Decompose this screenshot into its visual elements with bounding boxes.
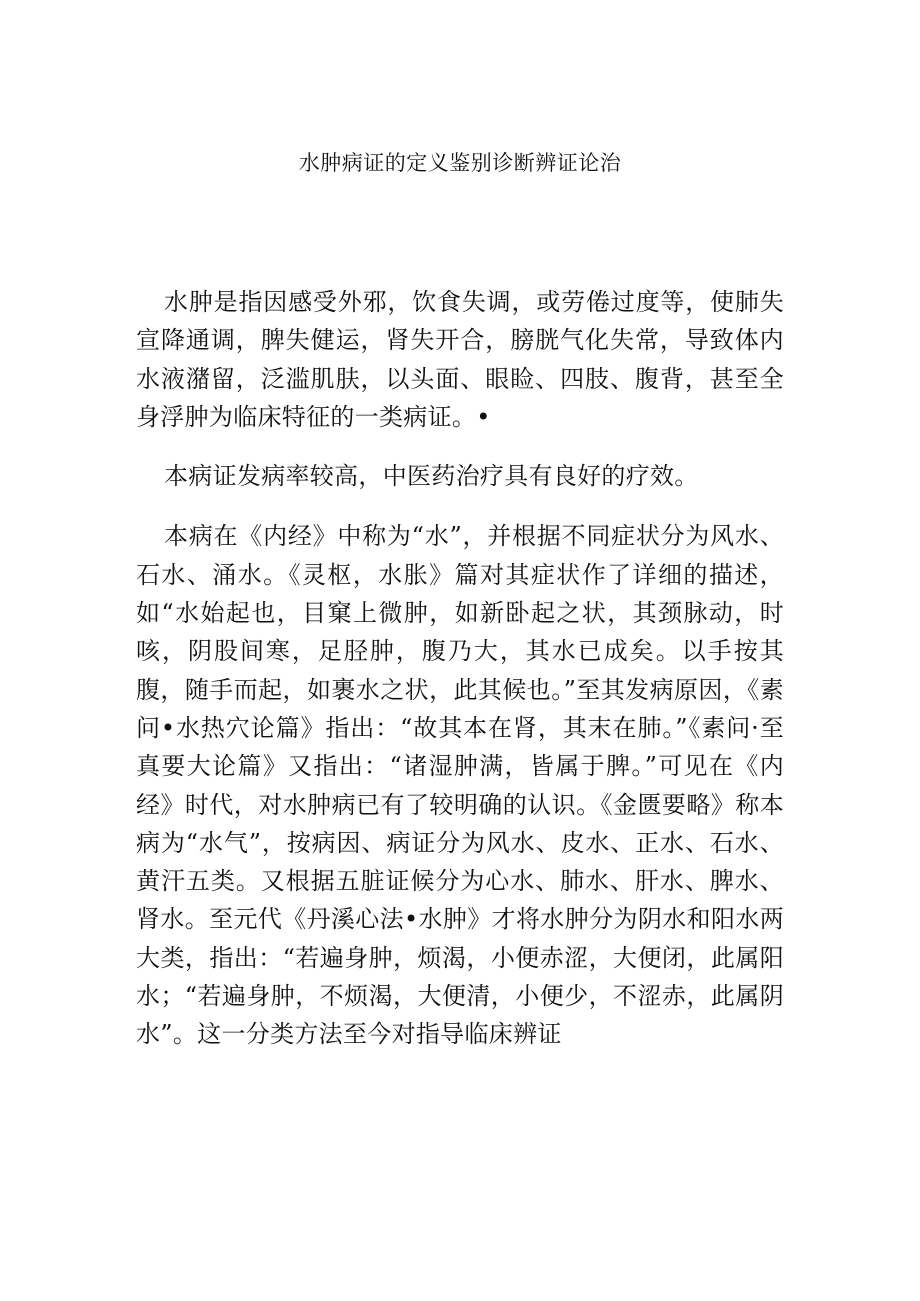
document-body: [136, 283, 784, 1054]
paragraph-definition: 水肿是指因感受外邪，饮食失调，或劳倦过度等，使肺失宣降通调，脾失健运，肾失开合，膀胱气化失常，导致体内水液潴留，泛滥肌肤，以头面、眼睑、四肢、腹背，甚至全身浮肿为临床特征的一类病证。•: [136, 288, 784, 431]
document-title: 水肿病证的定义鉴别诊断辨证论治: [298, 151, 622, 175]
paragraph-efficacy: 本病证发病率较高，中医药治疗具有良好的疗效。: [164, 462, 699, 491]
paragraph-history: 本病在《内经》中称为“水”，并根据不同症状分为风水、石水、涌水。《灵枢，水胀》篇对其症状作了详细的描述，如“水始起也，目窠上微肿，如新卧起之状，其颈脉动，时咳，阴股间寒，足胫肿，腹乃大，其水已成矣。以手按其腹，随手而起，如裹水之状，此其候也。”至其发病原因，《素问•水热穴论篇》指出：“故其本在肾，其末在肺。”《素问·至真要大论篇》又指出：“诸湿肿满，皆属于脾。”可见在《内经》时代，对水肿病已有了较明确的认识。《金匮要略》称本病为“水气”，按病因、病证分为风水、皮水、正水、石水、黄汗五类。又根据五脏证候分为心水、肺水、肝水、脾水、肾水。至元代《丹溪心法•水肿》才将水肿分为阴水和阳水两大类，指出：“若遍身肿，烦渴，小便赤涩，大便闭，此属阳水；“若遍身肿，不烦渴，大便清，小便少，不涩赤，此属阴水”。这一分类方法至今对指导临床辨证: [136, 522, 784, 1049]
